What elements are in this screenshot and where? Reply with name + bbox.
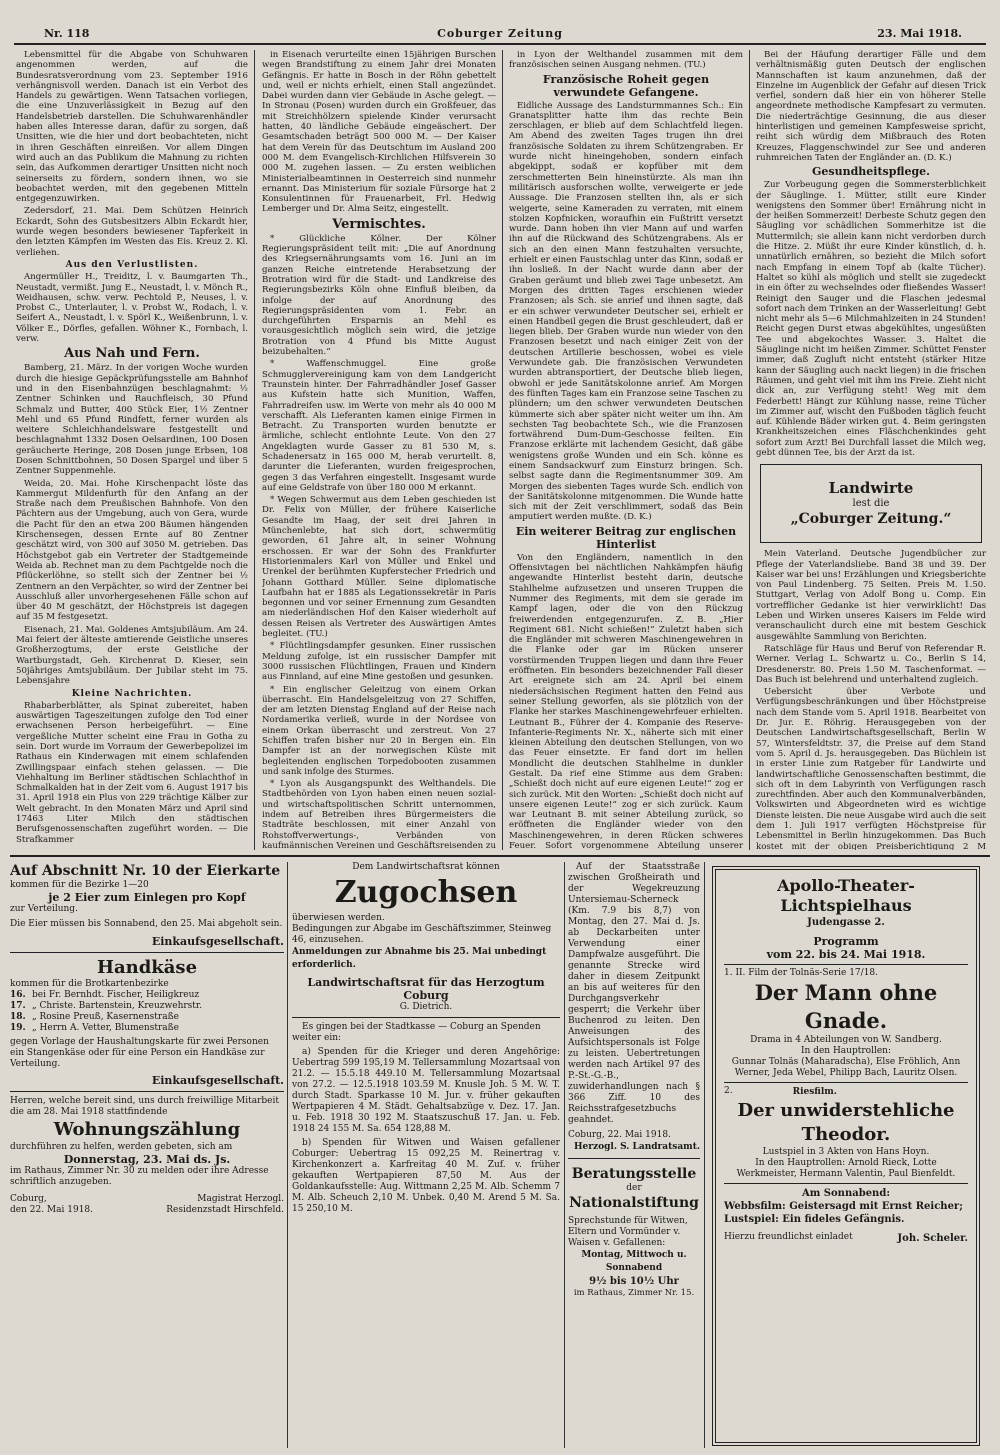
census-ad	[10, 1092, 284, 1220]
article-text: in Eisenach verurteilte einen 15jährigen Burschen wegen Brandstiftung zu einem Jahr drei Monaten Gefängnis. Er hatte in Bosch in der Röhn gebettelt und, weil er nichts erhielt, einen Stall angezündet. Dabei wurden dann vier Gebäude in Asche gelegt. — In Stronau (Posen) wurden durch ein Großfeuer, das mit Streichhölzern spielende Kinder verursacht hatten, 40 ländliche Gebäude eingeäschert. Der Gesamtschaden beträgt 500 000 M. — Der Kaiser hat dem Verein für das Deutschtum im Ausland 200 000 M. dem Evangelisch-Kirchlichen Hilfsverein 30 000 M. zugehen lassen. — Zu ersten weiblichen Ministerialbeamtinnen in Oesterreich sind nunmehr ernannt. Das Ministerium für soziale Fürsorge hat 2 Konsulentinnen für Frauenarbeit, Frl. Hedwig Lemberger und Dr. Alma Seitz, eingestellt.	[262, 50, 496, 215]
cheese-ad-row-text: „ Christe. Bartenstein, Kreuzwehrstr.	[32, 1001, 203, 1011]
film-2-label: 2.	[724, 1086, 733, 1096]
article-text: Von den Engländern, namentlich in den Offensivtagen bei nächtlichen Nahkämpfen häufig angewandte Hinterlist besteht darin, deutsche Stahlhelme aufzusetzen und unseren Truppen die Nummer des Regiments, mit dem sie gerade im Kampf lagen, oder die von den Rückzug freiwerdenden entgegenzurufen. Z. B. „Hier Regiment 681. Nicht schießen!“ Zuletzt haben sich die Engländer mit schweren Maschinengewehren in die Flanke oder gar im Rücken unserer vorstürmenden Truppen liegen und dann ihre Feuer eröffneten. Ein besonders bezeichnender Fall dieser Art ereignete sich am 24. April bei einem niedersächsischen Regiment hatten den Feind aus seiner Stellung geworfen, als sie plötzlich von der Flanke her starkes Maschinengewehrfeuer erhielten. Leutnant B., Führer der 4. Kompanie des Reserve-Infanterie-Regiments Nr. X., näherte sich mit einer kleinen Abteilung den deutschen Stellungen, von wo das Feuer einsetzte. Er fand dort im hellen Mondlicht die deutschen Stahlhelme in dunkler Gestalt. Da rief eine Stimme aus dem Graben: „Schießt doch nicht auf eure eigenen Leute!“ zog er sich zurück. Mit den Worten: „Schießt doch nicht auf unsere eigenen Leute!“ zog er sich zurück. Kaum war Leutnant B. mit seiner Abteilung zurück, so eröffneten die Engländer wieder von den Maschinengewehren, in deren Rücken schweres Feuer. Sofort vorgenommene Abteilung unserer	[509, 552, 743, 850]
article-text: * Glückliche Kölner. Der Kölner Regierungspräsident teilt mit: „Die auf Anordnung des Kriegsernährungsamts vom 16. Juni an im ganzen Reiche eintretende Herabsetzung der Brotration wird für die Stadt- und Landkreise des Regierungsbezirks Köln ohne Einfluß bleiben, da infolge der auf Anordnung des Regierungspräsidenten vom 1. Febr. an durchgeführten Ersparnis an Mehl es vorausgesichtlich möglich sein wird, die jetzige Brotration von 4 Pfund bis Mitte August beizubehalten.“	[262, 233, 496, 358]
film-2-desc: Lustspiel in 3 Akten von Hans Hoyn.	[762, 1147, 930, 1157]
counseling-org: Nationalstiftung	[569, 1195, 699, 1211]
section-heading: Gesundheitspflege.	[812, 165, 930, 179]
article-text: * Waffenschmuggel. Eine große Schmugglervereinigung kam von dem Landgericht Traunstein hinter. Der Fahrradhändler Josef Gasser aus Kufstein hatte sich Munition, Waffen, Fahrradreifen usw. im Werte von mehr als 40 000 M verschafft. Als Lieferanten kamen einige Firmen in Betracht. Zu Transporten wurden benutzte er ärmliche, schlecht entlohnte Leute. Von den 27 Angeklagten wurde Gasser zu 81 530 M, s. Schadenersatz in 165 000 M, herab verurteilt. 8, darunter die Lieferanten, wurden freigesprochen, gegen 3 das Verfahren eingestellt. Insgesamt wurde auf eine Geldstrafe von über 180 000 M erkannt.	[262, 359, 496, 493]
article-text: Ratschläge für Haus und Beruf von Referendar R. Werner. Verlag L. Schwartz u. Co., Berlin S 14, Dresdenerstr. 80. Preis 1.50 M. Taschenformat. — Das Buch ist belehrend und unterhaltend zugleich.	[756, 643, 986, 685]
census-ad-date: Donnerstag, 23. Mai ds. Js.	[63, 1153, 231, 1166]
cheese-ad	[10, 953, 284, 1092]
article-text: * Ein englischer Geleitzug von einem Orkan überrascht. Ein Handelsgeleitzug von 27 Schiffen, der am letzten Dienstag England auf der Reise nach Nordamerika verließ, wurde in der Nordsee von einem Orkan überrascht und zerstreut. Von 27 Schiffen trafen bisher nur 20 in Bergen ein. Ein Dampfer ist an der norwegischen Küste mit begleitenden englischen Torpedobooten zusammen und sank infolge des Sturmes.	[262, 684, 496, 777]
film-1-desc: Drama in 4 Abteilungen von W. Sandberg.	[750, 1035, 942, 1045]
cheese-ad-row	[10, 1012, 284, 1023]
donations-list	[292, 1018, 560, 1215]
cinema-address: Judengasse 2.	[807, 917, 885, 928]
oxen-ad-sign: G. Dietrich.	[399, 1002, 453, 1012]
cinema-dates: vom 22. bis 24. Mai 1918.	[766, 948, 926, 961]
oxen-ad-org: Landwirtschaftsrat für das Herzogtum Coburg	[307, 976, 545, 1002]
promo-title: Landwirte	[828, 479, 914, 498]
article-text: * Flüchtlingsdampfer gesunken. Einer russischen Meldung zufolge, ist ein russischer Dampfer mit 3000 russischen Flüchtlingen, Frauen und Kindern aus Finnland, auf eine Mine gestoßen und gesunken.	[262, 641, 496, 683]
article-text: Uebersicht über Verbote und Verfügungsbeschränkungen und über Höchstpreise nach dem Stande vom 5. April 1918. Bearbeitet von Dr. Jur. E. Röhrig. Herausgegeben von der Deutschen Landwirtschaftsgesellschaft, Berlin W 57, Wintersfeldtstr. 37, die Preise auf dem Stand vom 5. April d. Js. herausgegeben. Das Büchlein ist in erster Linie zum Ratgeber für Landwirte und landwirtschaftliche Genossenschaften bestimmt, die sich oft in dem Labyrinth von Verfügungen rasch zurechtfinden. Aber auch den Kommunalverbänden, Volkswirten und Abgeordneten wird es wichtige Dienste leisten. Die neue Ausgabe wird auch die seit dem 1. Juli 1917 verfügten Höchstpreise für Lebensmittel in Berlin hinzugekommen. Das Buch kostet mit der obigen Preisberichtigung 2 M	[756, 687, 986, 850]
cinema-invite: Hierzu freundlichst einladet	[724, 1232, 853, 1242]
cheese-ad-row	[10, 1001, 284, 1012]
article-text: Zedersdorf, 21. Mai. Dem Schützen Heinrich Eckardt, Sohn des Gutsbesitzers Albin Eckardt hier, wurde wegen besonders bewiesener Tapferkeit in den letzten Kämpfen im Westen das Eis. Kreuz 2. Kl. verliehen.	[16, 206, 248, 258]
article-text: Rhabarberblätter, als Spinat zubereitet, haben auswärtigen Tageszeitungen zufolge den Tod einer erwachsenen Person herbeigeführt. — Eine vergeßliche Mutter scheint eine Frau in Gotha zu sein. Dort wurde im Vorraum der Gewerbepolizei im Rathaus ein Kinderwagen mit einem schlafenden Zwillingspaar einfach stehen gelassen. — Die Viehhaltung im Berliner städtischen Schlachthof in Schmalkalden hat in der Zeit vom 6. August 1917 bis 31. April 1918 ein Plus von 229 trächtige Kälber zur Welt gebracht. In den Monaten März und April sind 17463 Liter Milch den städtischen Berufsgenossenschaften zugeführt worden. — Die Strafkammer	[16, 700, 248, 845]
promo-subtitle: lest die	[852, 498, 890, 510]
egg-ad-sign: Einkaufsgesellschaft.	[151, 935, 284, 948]
counseling-room: im Rathaus, Zimmer Nr. 15.	[573, 1288, 695, 1298]
cinema-ad	[712, 866, 980, 1446]
article-text: Eisenach, 21. Mai. Goldenes Amtsjubiläum. Am 24. Mai feiert der älteste amtierende Geistliche unseres Großherzogtums, der erste Geistliche der Wartburgstadt, Geh. Kirchenrat D. Kieser, sein 50jähriges Amtsjubiläum. Der Jubilar steht im 75. Lebensjahre	[16, 624, 248, 687]
cheese-ad-list	[10, 990, 284, 1034]
counseling-title: Beratungsstelle	[571, 1166, 697, 1182]
column-4	[756, 50, 986, 850]
donations-a: a) Spenden für die Krieger und deren Angehörige: Uebertrag 599 195,19 M. Tellersammlung Mozartsaal von 21.2. — 15.5.18 449.10 M. Tellersammlung Mozartsaal von 27.2. — 12.5.1918 103.59 M. Knusle Joh. 5 M. W. T. durch Stadt. Sparkasse 10 M. Jur. v. früher gekauften Wertpapieren 4 M. Städt. Gehaltsabzüge v. Dez. 17. Jan. u. Feb. 1918 30 192 M. Staatszuschuß 17. Jan. u. Feb. 1918 24 155 M. Sa. 654 128,88 M.	[292, 1047, 560, 1134]
cheese-ad-title: Handkäse	[96, 957, 198, 978]
film-2-title: Der unwiderstehliche Theodor.	[737, 1100, 955, 1145]
counseling-ad	[568, 1159, 700, 1299]
census-ad-sign: Magistrat Herzogl. Residenzstadt Hirschfeld.	[166, 1194, 284, 1215]
cheese-ad-intro: kommen für die Brotkartenbezirke	[10, 979, 169, 989]
article-text: Angermüller H., Treiditz, l. v. Baumgarten Th., Neustadt, vermißt. Jung E., Neustadt, l. v. Mönch R., Weidhausen, schw. verw. Pechtold P., Neuses, l. v. Probst C., Unterlauter, l. v. Probst W., Rodach, l. v. Seifert A., Neustadt, l. v. Spörl K., Weißenbrunn, l. v. Völker E., Dörfles, gefallen. Wöhner K., Fornbach, l. verw.	[16, 272, 248, 345]
section-heading: Kleine Nachrichten.	[71, 688, 193, 699]
cheese-ad-row-text: „ Rosine Preuß, Kasernenstraße	[32, 1012, 179, 1022]
egg-ad	[10, 862, 284, 953]
article-text: Mein Vaterland. Deutsche Jugendbücher zur Pflege der Vaterlandsliebe. Band 38 und 39. Der Kaiser war bei uns! Erzählungen und Kriegsberichte von Paul Lindenberg. 75 Seiten. Preis M. 1.50. Stuttgart, Verlag von Adolf Bong u. Comp. Ein vortrefflicher Gedanke ist hier verwirklicht! Das Leben und Wirken unseres Kaisers im Felde wird veranschaulicht durch eine mit bestem Geschick ausgewählte Sammlung von Berichten.	[756, 549, 986, 642]
road-closure-date: Coburg, 22. Mai 1918.	[568, 1130, 671, 1140]
counseling-hours: 9½ bis 10½ Uhr	[589, 1276, 679, 1287]
article-text: Weida, 20. Mai. Hohe Kirschenpacht löste das Kammergut Mildenfurth für den Anfang an der Straße nach dem Preußischen Bahnhofe. Von den Pächtern aus der Umgebung, auch von Gera, wurde die Pacht für den an etwa 200 Bäumen hängenden Kirschensegen, dessen Ernte auf 80 Zentner geschätzt wird, von 300 auf 3050 M. getrieben. Das Höchstgebot gab ein Vertreter der Stadtgemeinde Weida ab. Rechnet man zu dem Pachtgelde noch die Pflückerlöhne, so stellt sich der Zentner bei ½ Zentnern an den Verpächter, so wird der Zentner bei Ausschluß aller unvorhergesehenen Fälle schon auf über 40 M geschätzt, der Höchstpreis ist dagegen auf 35 M festgesetzt.	[16, 478, 248, 623]
saturday-label: Am Sonnabend:	[801, 1188, 891, 1199]
section-heading: Aus den Verlustlisten.	[65, 259, 199, 270]
cheese-ad-sign: Einkaufsgesellschaft.	[151, 1074, 284, 1087]
egg-ad-title: Auf Abschnitt Nr. 10 der Eierkarte	[10, 863, 281, 879]
census-ad-line: im Rathaus, Zimmer Nr. 30 zu melden oder ihre Adresse schriftlich anzugeben.	[10, 1166, 269, 1187]
cinema-sign: Joh. Scheler.	[897, 1233, 968, 1244]
film-2-type: Riesfilm.	[792, 1087, 837, 1097]
cheese-ad-row-text: bei Fr. Bernhdt. Fischer, Heiligkreuz	[32, 990, 200, 1000]
section-heading: Französische Roheit gegen verwundete Gefangene.	[542, 72, 710, 99]
egg-ad-line: Die Eier müssen bis Sonnabend, den 25. Mai abgeholt sein.	[10, 919, 283, 929]
oxen-ad-line: Anmeldungen zur Abnahme bis 25. Mai unbedingt erforderlich.	[292, 947, 547, 970]
column-2	[262, 50, 496, 850]
section-heading: Aus Nah und Fern.	[64, 346, 200, 362]
road-closure-sign: Herzogl. S. Landratsamt.	[574, 1142, 700, 1152]
donations-b: b) Spenden für Witwen und Waisen gefallener Coburger: Uebertrag 15 092,25 M. Reinertrag v. Kirchenkonzert a. Karfreitag 40 M. Zuf. v. früher gekauften Wertpapieren 87,50 M. Aus der Goldankaufsstelle: Aug. Wittmann 2,25 M. Alb. Schemm 7 M. Alb. Scheuch 2,10 M. Unbek. 0,40 M. Arend 5 M. Sa. 15 250,10 M.	[292, 1138, 560, 1214]
article-text: * Wegen Schwermut aus dem Leben geschieden ist Dr. Felix von Müller, der frühere Kaiserliche Gesandte im Haag, der seit drei Jahren in Münchenlebte, hat sich dort, schwermütig geworden, 61 Jahre alt, in seiner Wohnung erschossen. Er war der Sohn des Frankfurter Historienmalers Karl von Müller und Enkel und Urenkel der berühmten Kupferstecher Friedrich und Johann Gotthard Müller. Seine diplomatische Laufbahn hat er 1885 als Legationssekretär in Paris begonnen und vor seiner Ernennung zum Gesandten am niederländischen Hof den Kaiser wiederholt auf dessen Reisen als Vertreter des Auswärtigen Amtes begleitet. (TU.)	[262, 495, 496, 640]
counseling-sub: der	[626, 1183, 642, 1193]
column-rule	[749, 50, 750, 850]
article-text: Eidliche Aussage des Landsturmmannes Sch.: Ein Granatsplitter hatte ihm das rechte Bein zerschlagen, er blieb auf dem Schlachtfeld liegen. Am Abend des zweiten Tages trugen ihn drei französische Soldaten zu ihrem Schützengraben. Er wurde nicht hineingehoben, sondern einfach abgekippt, sodaß er kopfüber mit dem zerschmetterten Bein hineinstürzte. Als man ihn militärisch ausforschen wollte, verweigerte er jede Aussage. Die Franzosen stellten ihn, als er sich weigerte, seine Kameraden zu verraten, mit einem stolzen Kopfnicken, woraufhin ein Fußtritt versetzt wurde. Dann hoben ihn vier Mann auf und warfen ihn auf die Rückwand des Schützengrabens. Als er sich an den einen Mann festzuhalten versuchte, erhielt er einen Faustschlag unter das Kinn, sodaß er ihn losließ. In der Nacht wurde dann aber der Graben geräumt und blieb zwei Tage unbesetzt. Am Morgen des dritten Tages erschienen wieder Franzosen; als Sch. sie anrief und ihnen sagte, daß er ein schwer verwundeter Deutscher sei, erhielt er einen Handbeil gegen die Brust geschleudert, daß er liegen blieb. Der Graben wurde nun wieder von den Franzosen besetzt und nach einiger Zeit von der deutschen Artillerie beschossen, wobei es viele Verwundete gab. Die französischen Verwundeten wurden abtransportiert, der Deutsche blieb liegen, obwohl er jede Sanitätskolonne anrief. Am Morgen des fünften Tages kam ein Franzose seine Taschen zu plündern; um den schwer verwundeten Deutschen kümmerte sich aber später nicht weiter um ihn. Am sechsten Tag beobachtete Sch., wie die Franzosen fortwährend Dum-Dum-Geschosse feilten. Ein Franzose erklärte mit lachendem Gesicht, daß gäbe wenigstens große Wunden und ein Sch. könne es einem Sandsackwurf zum Einsturz bringen. Sch. selbst sagte dann die Regimentsnummer 309. Am Morgen des siebenten Tages wurde Sch. endlich von der Sanitätskolonne mitgenommen. Die Wunde hatte sich mit der Zeit verschlimmert, sodaß das Bein amputiert werden mußte. (D. K.)	[509, 100, 743, 523]
column-rule	[254, 50, 255, 850]
census-ad-date-line: den 22. Mai 1918.	[10, 1205, 94, 1215]
egg-ad-line: zur Verteilung.	[10, 904, 78, 914]
section-heading: Ein weiterer Beitrag zur englischen Hinterlist	[515, 524, 737, 551]
ads-column-3	[568, 862, 700, 1448]
film-1-title: Der Mann ohne Gnade.	[754, 980, 938, 1033]
oxen-ad-line: überwiesen werden.	[292, 913, 385, 923]
road-closure-ad	[568, 862, 700, 1159]
counseling-text: Sprechstunde für Witwen, Eltern und Vormünder v. Waisen v. Gefallenen:	[568, 1216, 688, 1248]
cheese-ad-row	[10, 1023, 284, 1034]
ads-column-1	[10, 862, 284, 1448]
road-closure-text: Auf der Staatsstraße zwischen Großheirath und der Wegekreuzung Untersiemau-Scherneck (Km. 7.9 bis 8,7) von Montag, den 27. Mai d. Js. ab Deckarbeiten unter Verwendung einer Dampfwalze ausgeführt. Die genannte Strecke wird daher in diesem Zeitpunkt an bis auf weiteres für den Durchgangsverkehr gesperrt; die Verkehr über Buchenrod zu leiten. Den Anweisungen des Aufsichtspersonals ist Folge zu leisten. Uebertretungen werden nach Artikel 97 des P.-St.-G.-B., zuwiderhandlungen nach § 366 Ziff. 10 des Reichsstrafgesetzbuchs geahndet.	[568, 862, 700, 1125]
column-1	[16, 50, 248, 850]
column-rule	[502, 50, 503, 850]
cheese-ad-row	[10, 990, 284, 1001]
cheese-ad-row-number: 19.	[10, 1023, 26, 1033]
article-text: Bamberg, 21. März. In der vorigen Woche wurden durch die hiesige Gepäckprüfungsstelle am Bahnhof und in den Eisenbahnzügen beschlagnahmt: ½ Zentner Schinken und Rauchfleisch, 30 Pfund Schmalz und Butter, 400 Stück Eier, 1½ Zentner Mehl und 65 Pfund Rindfett, ferner wurden als weitere Schleichhandelsware festgestellt und beschlagnahmt 1332 Dosen Oelsardinen, 100 Dosen geräucherte Heringe, 208 Dosen junge Erbsen, 108 Dosen Schnittbohnen, 50 Dosen Spargel und über 5 Zentner Suppenmehle.	[16, 363, 248, 477]
article-text: Bei der Häufung derartiger Fälle und dem verhältnismäßig guten Deutsch der englischen Mannschaften ist kaum anzunehmen, daß der Einzelne im Augenblick der Gefahr auf diesen Trick verfiel, sondern daß hier ein von höherer Stelle angeordnete methodische Kampfesart zu vermuten. Die niederträchtige Gesinnung, die aus dieser hinterlistigen und gemeinen Kampfesweise spricht, reiht sich würdig dem Mißbrauch des Roten Kreuzes, Flaggenschwindel zur See und anderen ruhmreichen Taten der Engländer an. (D. K.)	[756, 50, 986, 163]
counseling-days: Montag, Mittwoch u. Sonnabend	[581, 1250, 687, 1273]
article-text: in Lyon der Welthandel zusammen mit dem französischen seinen Ausgang nehmen. (TU.)	[509, 50, 743, 71]
donations-intro: Es gingen bei der Stadtkasse — Coburg an Spenden weiter ein:	[292, 1022, 541, 1043]
cheese-ad-row-number: 17.	[10, 1001, 26, 1011]
film-2-cast: In den Hauptrollen: Arnold Rieck, Lotte Werkmeister, Hermann Valentin, Paul Bienfeldt.	[736, 1158, 956, 1179]
ads-rule	[287, 862, 288, 1448]
cheese-ad-footer: gegen Vorlage der Haushaltungskarte für zwei Personen ein Stangenkäse oder für eine Person ein Handkäse zur Verteilung.	[10, 1037, 269, 1069]
issue-date: 23. Mai 1918.	[877, 27, 962, 40]
ads-rule	[704, 862, 705, 1448]
article-text: Lebensmittel für die Abgabe von Schuhwaren angenommen werden, auf die Bundesratsverordnung vom 23. September 1916 verhängnisvoll werden. Danach ist ein Verbot des Handels zu gewärtigen. Wenn Tatsachen vorliegen, die eine Unzuverlässigkeit in Bezug auf den Handelsbetrieb darstellen. Die Schuhwarenhändler haben alles Interesse daran, dafür zu sorgen, daß Unsitten, wie die hier und dort beobachteten, nicht in ihren Geschäften einreißen. Vor allem Dingen wird auch an das Publikum die Mahnung zu richten sein, das Aufkommen derartiger Unsitten nicht noch seinerseits zu fördern, sondern ihnen, wo sie beobachtet werden, mit den gegebenen Mitteln entgegenzuwirken.	[16, 50, 248, 205]
oxen-ad	[292, 862, 560, 1018]
oxen-ad-title: Zugochsen	[334, 875, 518, 910]
page-header	[14, 27, 986, 45]
egg-ad-line: kommen für die Bezirke 1—20	[10, 880, 149, 890]
column-3	[509, 50, 743, 850]
saturday-film-1: Webbsfilm: Geistersagd mit Ernst Reicher;	[724, 1201, 963, 1212]
article-text: * Lyon als Ausgangspunkt des Welthandels. Die Stadtbehörden von Lyon haben einen neuen sozial- und wirtschaftspolitischen Schritt unternommen, indem auf Betreiben ihres Bürgermeisters die Stadträte beschlossen, mit einer Anzahl von Rohstoffverwertungs-, Verbänden von kaufmännischen Vereinen und Geschäftsreisenden zu	[262, 779, 496, 850]
census-ad-title: Wohnungszählung	[53, 1119, 241, 1140]
census-ad-place: Coburg,	[10, 1194, 47, 1204]
oxen-ad-line: Dem Landwirtschaftsrat können	[352, 862, 500, 872]
film-1-roles-label: In den Hauptrollen:	[801, 1046, 891, 1056]
article-text: Zur Vorbeugung gegen die Sommersterblichkeit der Säuglinge. 1. Mütter, stillt eure Kinder wenigstens den Sommer über! Ernährung nicht in der heißen Sommerzeit! Derbeste Schutz gegen den Säugling vor schädlichen Sommerhitze ist die Muttermilch; sie allein kann nicht verdorben durch die Hitze. 2. Müßt ihr eure Kinder künstlich, d. h. unnatürlich ernähren, so bezieht die Milch sofort nach Empfang in einem Topf ab (kalte Tücher). Haltet so kühl als möglich und stellt sie zugedeckt in ein öfter zu wechselndes oder fließendes Wasser! Reinigt den Sauger und die Flaschen jedesmal sofort nach dem Trinken an der Wasserleitung! Gebt nicht mehr als 5—6 Milchmahlzeiten in 24 Stunden! Reicht gegen Durst etwas abgekühltes, ungesüßten Tee und abgekochtes Wasser. 3. Haltet die Säuglinge nicht im heißen Zimmer. Schüttet Fenster immer, daß Zugluft nicht entsteht (stärker Hitze kann der Säugling auch nackt liegen) in die frischen Räumen, und geht viel mit ihm ins Freie. Zieht nicht dick an, zur Verfügung steht! Weg mit dem Federbett! Hängt zur Kühlung nasse, reine Tücher im Zimmer auf, wischt den Fußboden täglich feucht auf. Kühlende Bäder wirken gut. 4. Beim geringsten Krankheitszeichen eines Fläschchenkindes geht sofort zum Arzt! Bei Durchfall lasset die Milch weg, gebt dünnen Tee, bis der Arzt da ist.	[756, 180, 986, 458]
newspaper-title: Coburger Zeitung	[437, 27, 563, 40]
section-heading: Vermischtes.	[332, 216, 426, 232]
census-ad-line: durchführen zu helfen, werden gebeten, sich am	[10, 1142, 233, 1152]
oxen-ad-line: Bedingungen zur Abgabe im Geschäftszimmer, Steinweg 46, einzusehen.	[292, 924, 552, 945]
page-number: Nr. 118	[44, 27, 90, 40]
cheese-ad-row-number: 16.	[10, 990, 26, 1000]
ads-divider	[10, 855, 990, 857]
census-ad-line: Herren, welche bereit sind, uns durch freiwillige Mitarbeit die am 28. Mai 1918 stattfindende	[10, 1096, 279, 1117]
cinema-program-label: Programm	[813, 935, 879, 948]
film-1-cast: Gunnar Tolnäs (Maharadscha), Else Fröhlich, Ann Werner, Jeda Webel, Philipp Bach, Lauritz Olsen.	[731, 1057, 961, 1078]
cheese-ad-row-number: 18.	[10, 1012, 26, 1022]
cinema-title: Apollo-Theater-Lichtspielhaus	[777, 876, 915, 915]
cheese-ad-row-text: „ Herrn A. Vetter, Blumenstraße	[32, 1023, 179, 1033]
promo-box	[760, 464, 982, 543]
promo-paper: „Coburger Zeitung.“	[790, 511, 952, 528]
egg-ad-line: je 2 Eier zum Einlegen pro Kopf	[48, 891, 246, 904]
ads-column-2	[292, 862, 560, 1448]
film-1-label: 1. II. Film der Tolnäs-Serie 17/18.	[724, 968, 879, 978]
saturday-film-2: Lustspiel: Ein fideles Gefängnis.	[724, 1214, 905, 1225]
ads-rule	[564, 862, 565, 1448]
